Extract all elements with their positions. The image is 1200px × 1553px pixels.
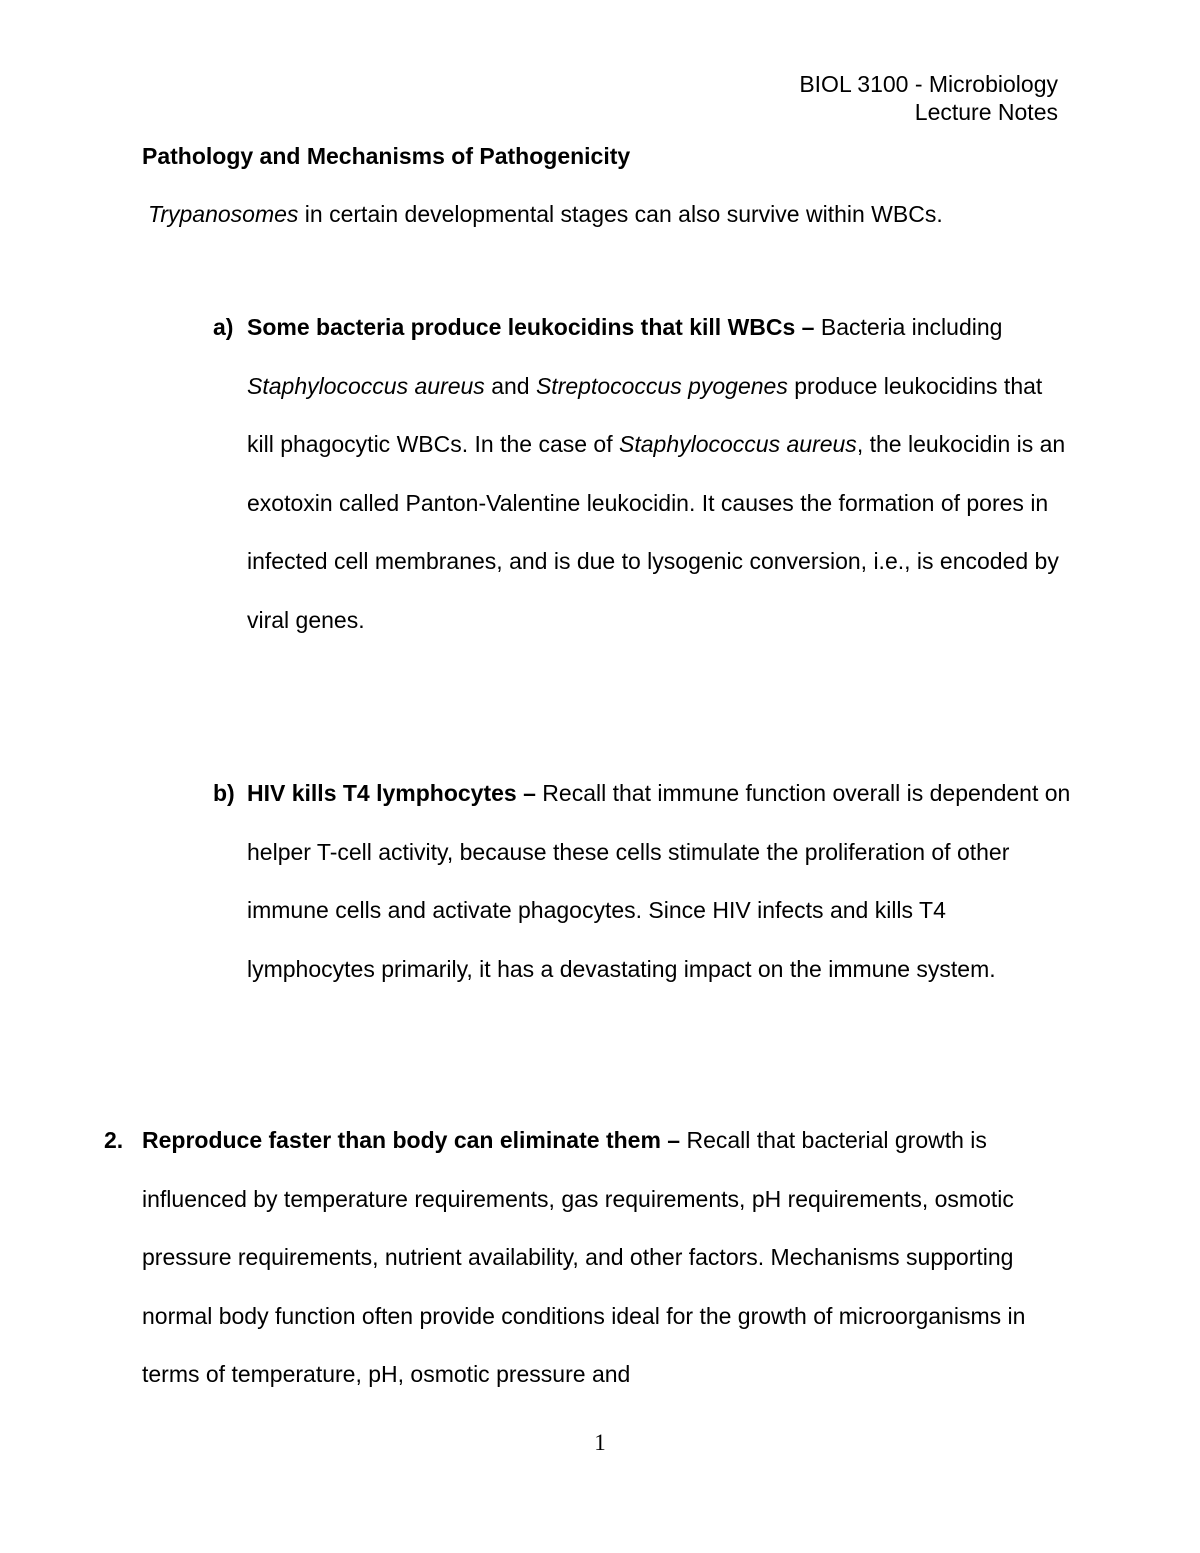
list-item-b-heading: HIV kills T4 lymphocytes (247, 780, 517, 806)
list-item-a-body (247, 298, 1073, 649)
list-item-a-text-4: , the leukocidin is an exotoxin called Panton-Valentine leukocidin. It causes the formation of pores in infected cell membranes, and is due to lysogenic conversion, i.e., is encoded by viral genes. (247, 431, 1066, 633)
intro-paragraph (148, 198, 943, 230)
intro-text: in certain developmental stages can also survive within WBCs. (298, 201, 943, 227)
page-number: 1 (594, 1430, 606, 1455)
list-item-a-term-2: Streptococcus pyogenes (535, 372, 788, 399)
list-item-a-heading: Some bacteria produce leukocidins that kill WBCs (247, 314, 796, 340)
list-item-b (213, 764, 1073, 998)
page-header (799, 70, 1058, 126)
list-marker-b: b) (213, 780, 235, 806)
list-item-a-term-1: Staphylococcus aureus (247, 372, 485, 399)
list-item-a-term-3: Staphylococcus aureus (619, 431, 857, 457)
numbered-item-2-body (142, 1111, 1064, 1404)
intro-italic-term: Trypanosomes (148, 201, 299, 227)
list-item-b-dash: – (516, 780, 543, 806)
list-marker-a: a) (213, 314, 234, 340)
numbered-item-2-dash: – (660, 1127, 687, 1153)
list-item-b-text: Recall that immune function overall is dependent on helper T-cell activity, because these cells stimulate the proliferation of other immune cells and activate phagocytes. Since HIV infects and kills T4 lymphocytes primarily, it has a devastating impact on the immune system. (247, 780, 1071, 982)
numbered-item-2-heading: Reproduce faster than body can eliminate them (142, 1127, 661, 1153)
page-title: Pathology and Mechanisms of Pathogenicity (142, 143, 631, 169)
list-item-a-text-1: Bacteria including (820, 314, 1003, 340)
numbered-item-2 (104, 1111, 1064, 1404)
list-item-a-dash: – (795, 314, 821, 340)
list-item-a-text-3: produce leukocidins that kill phagocytic WBCs. In the case of (247, 372, 1043, 457)
document-type: Lecture Notes (914, 99, 1058, 125)
list-item-b-body (247, 764, 1073, 998)
numbered-marker-2: 2. (104, 1127, 124, 1153)
list-item-a-text-2: and (484, 372, 536, 399)
course-title: BIOL 3100 - Microbiology (799, 71, 1058, 97)
numbered-item-2-text: Recall that bacterial growth is influenced by temperature requirements, gas requirements, pH requirements, osmotic pressure requirements, nutrient availability, and other factors. Mechanisms supporting normal body function often provide conditions ideal for the growth of microorganisms in terms of temperature, pH, osmotic pressure and (142, 1127, 1026, 1387)
list-item-a (213, 298, 1073, 649)
